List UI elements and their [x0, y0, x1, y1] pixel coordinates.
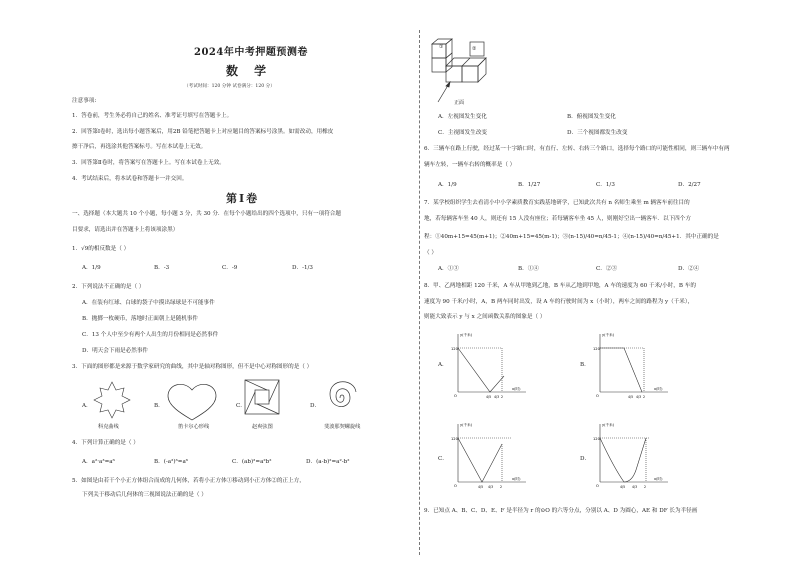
graph-d-x-tick: 2	[644, 485, 647, 489]
q6-option-b: B．1/27	[518, 182, 541, 188]
q9-stem: 9．已知点 A、B、C、D、E、F 是半径为 r 的⊙O 的六等分点，分别以 A、D 为圆心，AE 和 DF 长为半径画	[424, 508, 698, 514]
graph-c-x-unit: x(时)	[512, 477, 521, 481]
graph-c-x-tick: 2	[500, 485, 503, 489]
q3-option-a: A．	[82, 403, 92, 409]
note-item: 2．回答第Ⅰ卷时，选出每小题答案后，用2B 铅笔把答题卡上对应题目的答案标号涂黑。如需改动，用橡皮	[72, 129, 334, 135]
q2-option-a: A．在装有红球、白球的袋子中摸出绿球是不可能事件	[82, 300, 215, 306]
graph-c-x-tick: 4/5	[478, 485, 484, 489]
q7-stem: 地，若每辆客车坐 40 人，则还有 15 人没有座位；若每辆客车坐 45 人，则刚好空出一辆客车．以下四个方	[424, 216, 691, 222]
q7-stem: （ ）	[424, 250, 437, 256]
q3-stem: 3．下面的图形都是来源于数学家研究的曲线，其中是轴对称图形，但不是中心对称图形的是（ ）	[72, 364, 313, 370]
section-instruction: 一、选择题（本大题共 10 个小题，每小题 3 分，共 30 分．在每个小题给出的四个选项中，只有一项符合题	[72, 211, 341, 217]
note-item: 4．考试结束后，将本试卷和答题卡一并交回。	[72, 176, 188, 182]
graph-b-origin: O	[596, 394, 599, 398]
q2-option-d: D．明天会下雨是必然事件	[82, 348, 149, 354]
cube-label-1: ①	[439, 44, 444, 50]
graph-a-x-tick: 4/5	[486, 395, 492, 399]
part1-heading: 第Ⅰ卷	[226, 192, 260, 205]
q8-graph-a	[452, 330, 532, 400]
q6-option-d: D．2/27	[678, 182, 701, 188]
graph-a-x-tick: 4/3	[494, 395, 500, 399]
right-column	[424, 0, 774, 562]
subject-title: 数 学	[226, 64, 273, 78]
fibonacci-spiral-figure	[330, 382, 356, 407]
q7-option-c: C．②③	[596, 266, 618, 272]
q5-option-c: C．主视图发生改变	[438, 130, 488, 136]
section-instruction: 目要求，请选出并在答题卡上将该项涂黑）	[72, 227, 179, 233]
note-item: 1．答卷前，考生务必将自己的姓名、准考证号填写在答题卡上。	[72, 113, 233, 119]
graph-d-origin: O	[596, 484, 599, 488]
q1-option-a: A．1/9	[82, 265, 101, 271]
q3-caption: 斐波那契螺旋线	[324, 424, 361, 430]
q3-option-d: D．	[310, 403, 321, 409]
graph-c-x-tick: 4/3	[488, 485, 494, 489]
q8-graph-b	[594, 330, 674, 400]
q5-option-a: A．左视图发生变化	[438, 114, 487, 120]
graph-b-y-tick: 120	[593, 347, 600, 351]
q8-graph-d	[594, 420, 674, 490]
q8-stem: 速度为 90 千米/小时，A，B 两车同时出发，设 A 车的行驶时间为 x（小时），两车之间的路程为 y（千米），	[424, 299, 694, 305]
note-item: 3．回答第Ⅱ卷时，将答案写在答题卡上。写在本试卷上无效。	[72, 160, 225, 166]
graph-d-y-tick: 120	[593, 437, 600, 441]
q5-option-d: D．三个视图都发生改变	[567, 130, 628, 136]
q4-stem: 4．下列计算正确的是（ ）	[72, 440, 139, 446]
q2-stem: 2．下列说法不正确的是（ ）	[72, 284, 145, 290]
front-label: 正面	[454, 100, 465, 106]
graph-b-y-unit: y(千米)	[602, 333, 615, 337]
q8-stem: 则能大致表示 y 与 x 之间函数关系的图象是（ ）	[424, 314, 546, 320]
graph-c-origin: O	[454, 484, 457, 488]
q1-option-b: B．-3	[154, 265, 170, 271]
notes-heading: 注意事项:	[72, 98, 97, 104]
graph-b-x-tick: 2	[643, 395, 646, 399]
left-column	[74, 0, 418, 562]
koch-snowflake-figure	[94, 382, 130, 418]
q4-option-b: B．(-a²)³=a⁶	[154, 459, 189, 465]
graph-d-x-tick: 4/3	[632, 485, 638, 489]
q8-option-a: A．	[438, 362, 448, 368]
q3-caption: 笛卡尔心形线	[178, 424, 210, 430]
q7-option-b: B．①④	[518, 266, 539, 272]
q8-option-b: B．	[580, 362, 590, 368]
cardioid-figure	[168, 384, 216, 420]
q1-option-c: C．-9	[222, 265, 238, 271]
q3-option-c: C．	[236, 403, 246, 409]
note-item: 擦干净后，再选涂其他答案标号。写在本试卷上无效。	[72, 144, 207, 150]
graph-b-x-tick: 4/3	[636, 395, 642, 399]
graph-b-x-unit: x(时)	[654, 387, 663, 391]
graph-d-x-unit: x(时)	[654, 477, 663, 481]
exam-title: 2024年中考押题预测卷	[194, 47, 308, 58]
q2-option-b: B．抛掷一枚硬币，落地时正面朝上是随机事件	[82, 316, 198, 322]
q3-caption: 赵爽弦图	[252, 424, 273, 430]
graph-c-y-tick: 120	[451, 437, 458, 441]
q8-graph-c	[452, 420, 532, 490]
q5-stem: 5．如图是由若干个小正方体组合而成的几何体，若将小正方体①移动到小正方体②的正上方，	[72, 478, 305, 484]
q4-option-d: D．(a-b)²=a²-b²	[306, 459, 350, 465]
q6-stem: 6．三辆车在路上行驶，经过某一十字路口时，有直行、左转、右转三个路口，选择每个路口的可能性相同，则三辆车中有两	[424, 146, 730, 152]
exam-info: （考试时间：120 分钟 试卷满分：120 分）	[184, 84, 275, 89]
q3-option-b: B．	[154, 403, 164, 409]
q7-option-d: D．②④	[678, 266, 700, 272]
q4-option-c: C．(ab)²=a²b²	[232, 459, 272, 465]
graph-a-y-tick: 120	[451, 347, 458, 351]
graph-b-x-tick: 4/5	[628, 395, 634, 399]
graph-d-x-tick: 4/5	[620, 485, 626, 489]
q8-option-c: C．	[438, 456, 448, 462]
q3-caption: 科克曲线	[98, 424, 119, 430]
q5-option-b: B．俯视图发生变化	[567, 114, 616, 120]
q1-option-d: D．-1/3	[292, 265, 313, 271]
q7-option-a: A．①③	[438, 266, 459, 272]
graph-a-origin: O	[454, 394, 457, 398]
q6-option-c: C．1/3	[596, 182, 615, 188]
zhao-shuang-diagram-figure	[245, 380, 279, 414]
q2-option-c: C．13 个人中至少有两个人出生的月份相同是必然事件	[82, 332, 219, 338]
q6-option-a: A．1/9	[438, 182, 457, 188]
graph-a-y-unit: y(千米)	[460, 333, 473, 337]
graph-a-x-unit: x(时)	[512, 387, 521, 391]
q1-stem: 1．√9的相反数是（ ）	[72, 246, 130, 252]
q4-option-a: A．a²·a³=a⁶	[82, 459, 115, 465]
q7-stem: 7．某学校组织学生去看清小中小学素质教育实践基地研学，已知此次共有 n 名师生乘坐 m 辆客车前往目的	[424, 200, 690, 206]
q6-stem: 辆车左转，一辆车右转的概率是（ ）	[424, 162, 516, 168]
q8-option-d: D．	[580, 456, 591, 462]
graph-a-x-tick: 2	[501, 395, 504, 399]
q8-stem: 8．甲、乙两地相距 120 千米，A 车从甲地到乙地，B 车从乙地到甲地，A 车的速度为 60 千米/小时，B 车的	[424, 283, 696, 289]
q5-stem: 下列关于移动后几何体的三视图说法正确的是（ ）	[82, 492, 207, 498]
graph-d-y-unit: y(千米)	[602, 423, 615, 427]
column-divider	[419, 30, 420, 555]
q7-stem: 程：①40m+15=45(m+1)；②40m+15=45(m-1)；③(n-15)/40=n/45-1；④(n-15)/40=n/45+1．其中正确的是	[424, 234, 719, 240]
cube-label-2: ②	[472, 46, 477, 52]
q5-cube-figure	[428, 36, 508, 108]
graph-c-y-unit: y(千米)	[460, 423, 473, 427]
